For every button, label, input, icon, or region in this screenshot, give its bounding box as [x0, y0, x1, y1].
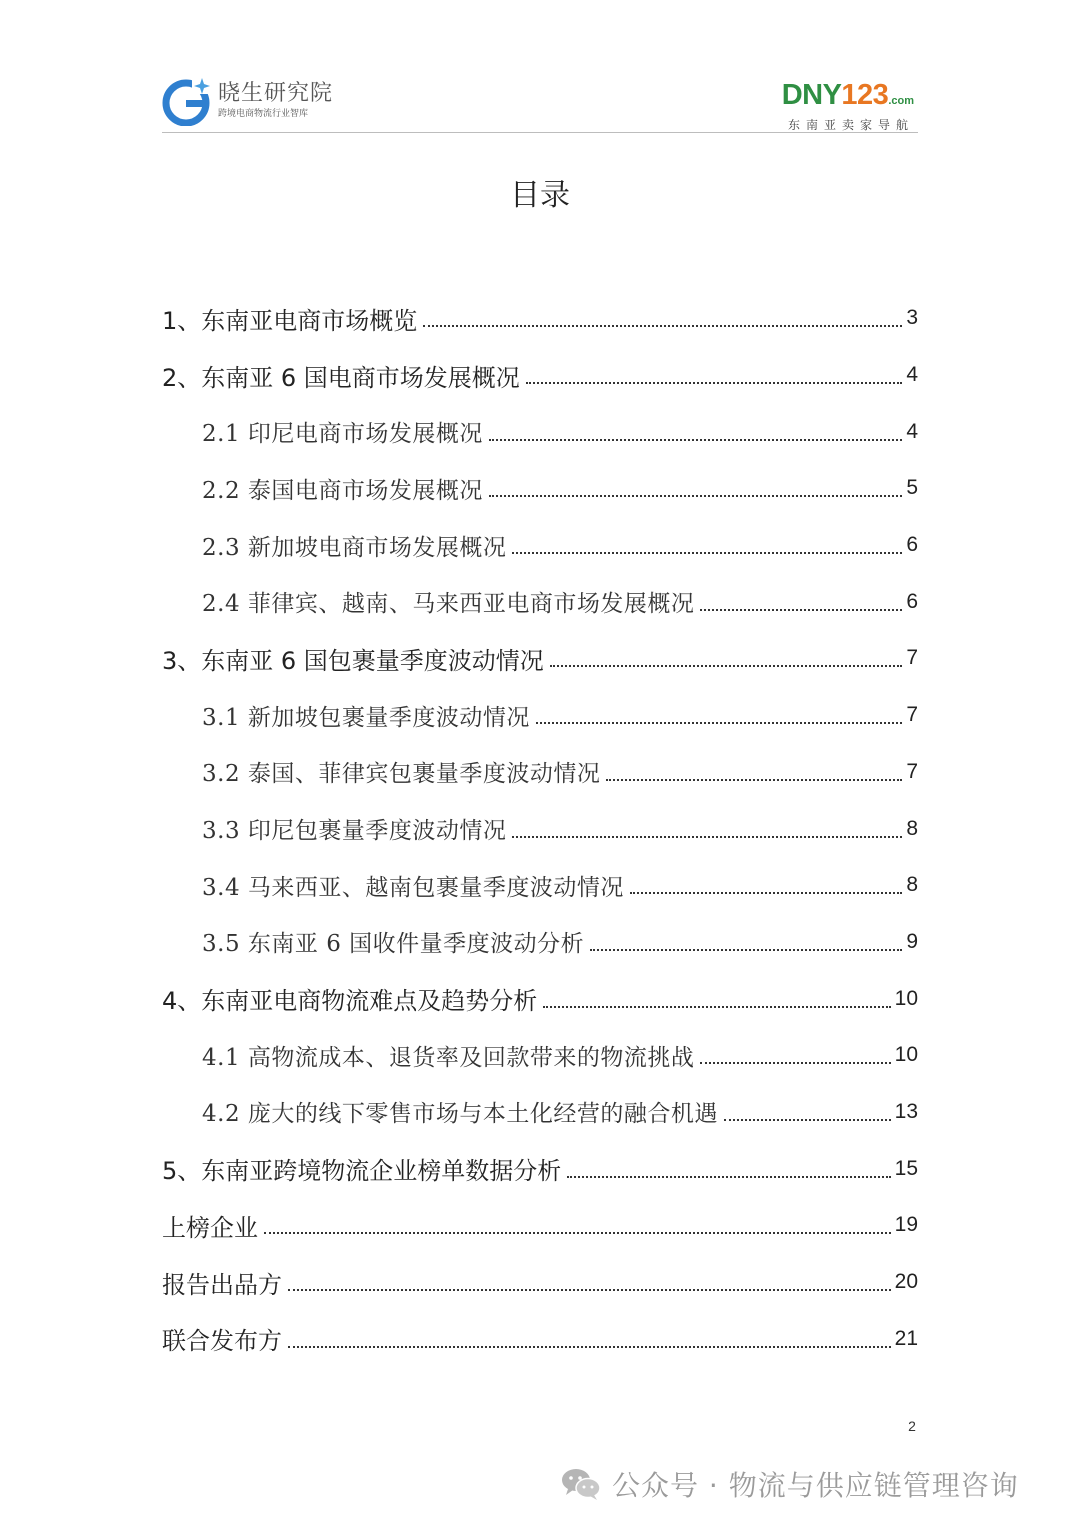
toc-dot-leader	[630, 892, 902, 894]
toc-entry-page: 13	[894, 1099, 918, 1123]
toc-entry-page: 9	[906, 929, 918, 953]
toc-entry-page: 4	[906, 363, 918, 387]
toc-entry[interactable]	[162, 460, 918, 517]
toc-entry-title: 3.3 印尼包裹量季度波动情况	[202, 818, 507, 845]
toc-entry-title: 4、东南亚电商物流难点及趋势分析	[162, 987, 538, 1016]
toc-entry-title: 4.1 高物流成本、退货率及回款带来的物流挑战	[202, 1044, 695, 1071]
toc-entry-page: 6	[906, 533, 918, 557]
toc-entry[interactable]	[162, 1140, 918, 1197]
toc-entry-title: 3.5 东南亚 6 国收件量季度波动分析	[202, 931, 585, 958]
toc-dot-leader	[288, 1346, 891, 1348]
toc-dot-leader	[567, 1176, 890, 1178]
toc-entry[interactable]	[162, 914, 918, 971]
toc-entry[interactable]	[162, 347, 918, 404]
toc-entry-title: 2.4 菲律宾、越南、马来西亚电商市场发展概况	[202, 591, 695, 618]
toc-entry-title: 3.1 新加坡包裹量季度波动情况	[202, 704, 530, 731]
toc-dot-leader	[724, 1119, 891, 1121]
toc-entry-title: 2.1 印尼电商市场发展概况	[202, 421, 483, 448]
toc-entry-page: 19	[894, 1213, 918, 1237]
toc-entry-page: 20	[894, 1270, 918, 1294]
toc-dot-leader	[550, 665, 902, 667]
toc-dot-leader	[700, 1062, 890, 1064]
toc-entry-page: 15	[894, 1156, 918, 1180]
xiaosheng-logo-subtitle: 跨境电商物流行业智库	[218, 109, 309, 119]
dny-brand-suffix: .com	[888, 95, 914, 107]
toc-entry-title: 5、东南亚跨境物流企业榜单数据分析	[162, 1157, 562, 1186]
toc-entry-title: 报告出品方	[162, 1270, 282, 1299]
dny-brand-orange: 123	[841, 79, 889, 111]
dny-logo-subtitle: 东南亚卖家导航	[787, 118, 914, 132]
toc-entry-title: 3.2 泰国、菲律宾包裹量季度波动情况	[202, 761, 601, 788]
toc-entry-page: 8	[906, 816, 918, 840]
toc-entry-page: 7	[906, 646, 918, 670]
dny123-logo	[782, 80, 914, 133]
xiaosheng-logo	[162, 76, 333, 132]
toc-dot-leader	[512, 552, 902, 554]
toc-entry[interactable]	[162, 800, 918, 857]
toc-entry[interactable]	[162, 1310, 918, 1367]
toc-entry-title: 上榜企业	[162, 1213, 258, 1242]
toc-entry-title: 1、东南亚电商市场概览	[162, 306, 418, 335]
toc-entry-title: 2.3 新加坡电商市场发展概况	[202, 534, 507, 561]
toc-entry[interactable]	[162, 403, 918, 460]
toc-entry[interactable]	[162, 573, 918, 630]
toc-dot-leader	[590, 949, 902, 951]
page-number: 2	[908, 1418, 916, 1434]
toc-dot-leader	[526, 382, 902, 384]
table-of-contents	[162, 290, 918, 1367]
wechat-watermark	[560, 1462, 1019, 1506]
toc-dot-leader	[700, 609, 902, 611]
toc-entry-title: 联合发布方	[162, 1327, 282, 1356]
toc-entry-title: 3、东南亚 6 国包裹量季度波动情况	[162, 646, 544, 675]
toc-entry-page: 3	[906, 306, 918, 330]
toc-entry-page: 8	[906, 873, 918, 897]
toc-entry-page: 4	[906, 419, 918, 443]
toc-entry[interactable]	[162, 630, 918, 687]
toc-entry[interactable]	[162, 1254, 918, 1311]
toc-entry-title: 2.2 泰国电商市场发展概况	[202, 477, 483, 504]
toc-dot-leader	[489, 495, 902, 497]
toc-entry-page: 5	[906, 476, 918, 500]
toc-entry-page: 7	[906, 759, 918, 783]
toc-dot-leader	[512, 836, 902, 838]
xiaosheng-g-logo-icon	[162, 76, 212, 126]
dny-brand-green: DNY	[781, 79, 842, 111]
xiaosheng-logo-name: 晓生研究院	[218, 81, 334, 106]
toc-entry-page: 7	[906, 703, 918, 727]
watermark-text: 公众号 · 物流与供应链管理咨询	[612, 1469, 1019, 1502]
toc-entry-title: 4.2 庞大的线下零售市场与本土化经营的融合机遇	[202, 1101, 718, 1128]
toc-entry[interactable]	[162, 1027, 918, 1084]
toc-entry-page: 21	[894, 1326, 918, 1350]
toc-entry-page: 6	[906, 589, 918, 613]
toc-entry[interactable]	[162, 857, 918, 914]
toc-entry[interactable]	[162, 687, 918, 744]
toc-dot-leader	[536, 722, 902, 724]
wechat-icon	[560, 1466, 602, 1502]
toc-entry-page: 10	[894, 1043, 918, 1067]
toc-entry[interactable]	[162, 970, 918, 1027]
toc-entry-title: 2、东南亚 6 国电商市场发展概况	[162, 363, 520, 392]
toc-dot-leader	[543, 1006, 890, 1008]
toc-dot-leader	[423, 325, 902, 327]
page-header	[162, 70, 918, 133]
toc-dot-leader	[288, 1289, 891, 1291]
page-title: 目录	[510, 178, 570, 213]
toc-entry[interactable]	[162, 1084, 918, 1141]
toc-entry[interactable]	[162, 517, 918, 574]
toc-entry-title: 3.4 马来西亚、越南包裹量季度波动情况	[202, 874, 624, 901]
toc-entry-page: 10	[894, 986, 918, 1010]
toc-dot-leader	[489, 439, 902, 441]
toc-entry[interactable]	[162, 1197, 918, 1254]
toc-entry[interactable]	[162, 744, 918, 801]
toc-entry[interactable]	[162, 290, 918, 347]
toc-dot-leader	[606, 779, 902, 781]
toc-dot-leader	[264, 1232, 891, 1234]
